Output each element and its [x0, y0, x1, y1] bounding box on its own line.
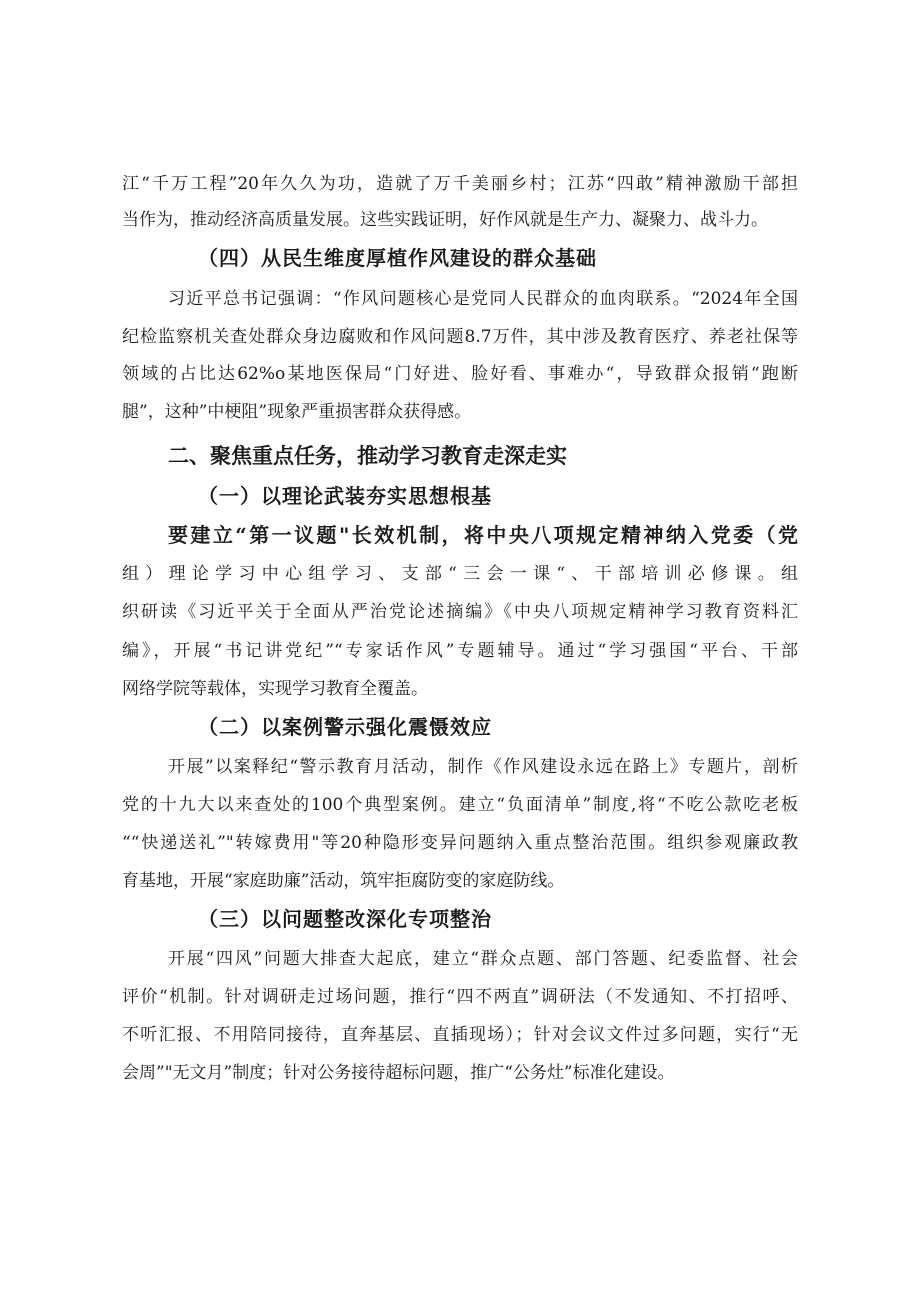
paragraph-line: 纪检监察机关查处群众身边腐败和作风问题8.7万件，其中涉及教育医疗、养老社保等	[122, 327, 798, 347]
paragraph-line: 开展”以案释纪“警示教育月活动，制作《作风建设永远在路上》专题片，剖析	[168, 757, 798, 777]
paragraph-line: 要建立“第一议题"长效机制，将中央八项规定精神纳入党委（党	[168, 523, 798, 547]
paragraph-line: 评价“机制。针对调研走过场问题，推行“四不两直”调研法（不发通知、不打招呼、	[122, 987, 798, 1007]
paragraph-line: 组）理论学习中心组学习、支部“三会一课“、干部培训必修课。组	[122, 564, 798, 584]
paragraph-line: 育基地，开展“家庭助廉”活动，筑牢拒腐防变的家庭防线。	[122, 871, 565, 891]
paragraph-line: 会周”"无文月”制度；针对公务接待超标问题，推广“公务灶”标准化建设。	[122, 1063, 675, 1083]
subsection-3-heading: （三）以问题整改深化专项整治	[198, 907, 492, 931]
paragraph-line: 领域的占比达62%o某地医保局“门好进、脸好看、事难办“，导致群众报销“跑断	[122, 364, 798, 384]
subsection-2-heading: （二）以案例警示强化震慑效应	[198, 715, 492, 739]
paragraph-line: 党的十九大以来查处的100个典型案例。建立“负面清单”制度,将“不吃公款吃老板	[122, 795, 798, 815]
paragraph-line: 江“千万工程”20年久久为功，造就了万千美丽乡村；江苏“四敢”精神激励干部担	[122, 174, 798, 194]
subsection-4-heading: （四）从民生维度厚植作风建设的群众基础	[198, 246, 597, 270]
paragraph-line: 织研读《习近平关于全面从严治党论述摘编》《中央八项规定精神学习教育资料汇	[122, 602, 798, 622]
paragraph-line: ““快递送礼”"转嫁费用"等20种隐形变异问题纳入重点整治范围。组织参观廉政教	[122, 833, 798, 853]
paragraph-line: 编》，开展“书记讲党纪”“专家话作风”专题辅导。通过“学习强国“平台、干部	[122, 641, 798, 661]
section-2-heading: 二、聚焦重点任务，推动学习教育走深走实	[168, 444, 567, 468]
paragraph-line: 不听汇报、不用陪同接待，直奔基层、直插现场）；针对会议文件过多问题，实行“无	[122, 1025, 798, 1045]
paragraph-line: 当作为，推动经济高质量发展。这些实践证明，好作风就是生产力、凝聚力、战斗力。	[122, 210, 768, 230]
paragraph-line: 开展“四风”问题大排查大起底，建立“群众点题、部门答题、纪委监督、社会	[168, 949, 798, 969]
paragraph-line: 网络学院等载体，实现学习教育全覆盖。	[122, 679, 428, 699]
paragraph-line: 腿”，这种”中梗阻”现象严重损害群众获得感。	[122, 402, 472, 422]
paragraph-line: 习近平总书记强调：“作风问题核心是党同人民群众的血肉联系。“2024年全国	[168, 289, 798, 309]
subsection-1-heading: （一）以理论武装夯实思想根基	[198, 484, 492, 508]
